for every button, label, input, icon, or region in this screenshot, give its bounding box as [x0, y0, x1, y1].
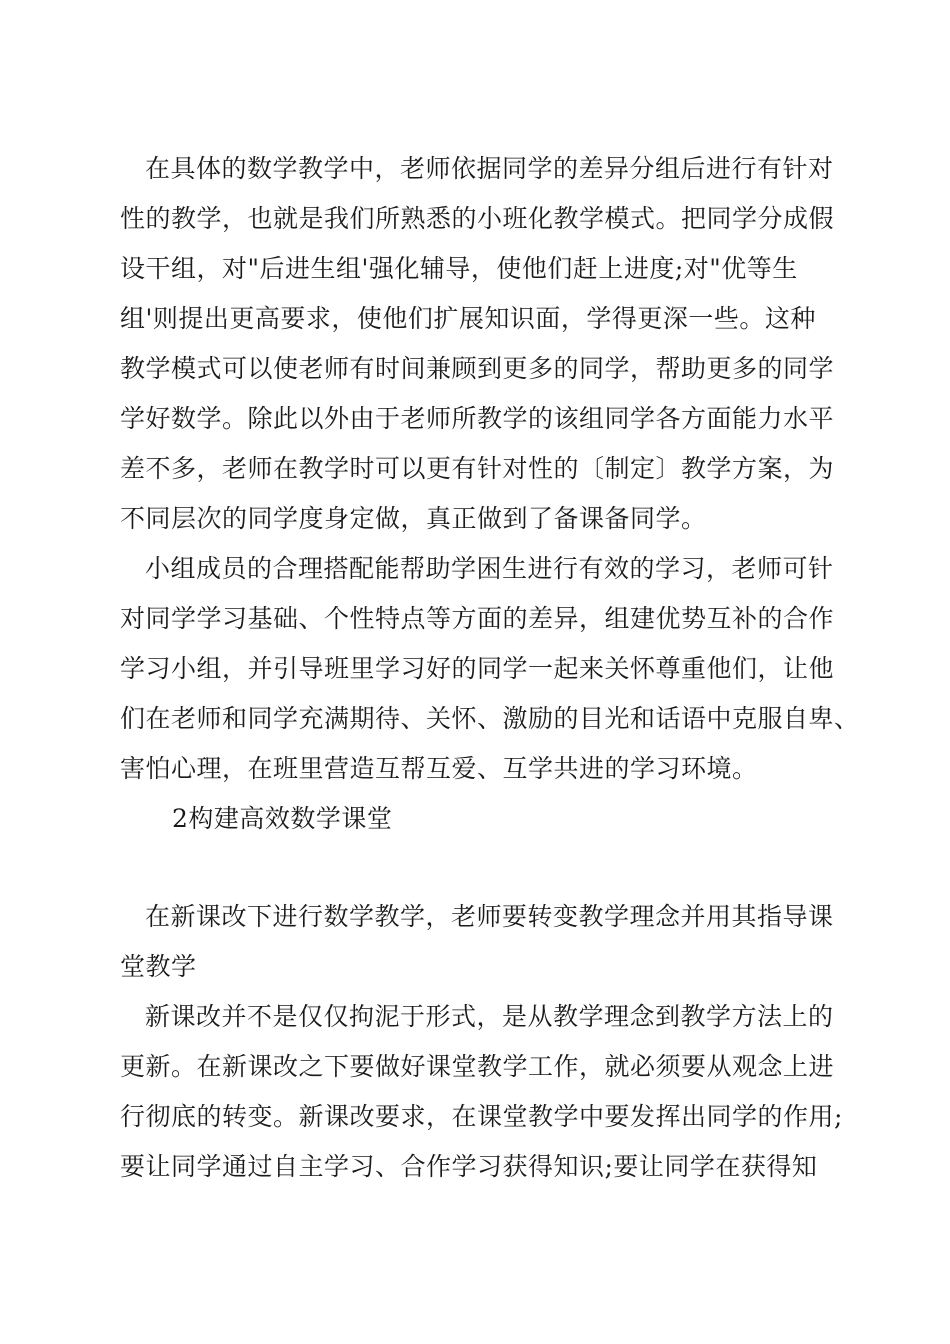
paragraph-2-line-1: 小组成员的合理搭配能帮助学困生进行有效的学习，老师可针 [145, 554, 834, 583]
paragraph-4-line-3: 行彻底的转变。新课改要求，在课堂教学中要发挥出同学的作用; [120, 1102, 843, 1131]
paragraph-1-line-1: 在具体的数学教学中，老师依据同学的差异分组后进行有针对 [145, 154, 834, 183]
paragraph-1-line-7: 差不多，老师在教学时可以更有针对性的〔制定〕教学方案，为 [120, 454, 835, 483]
section-heading: 2构建高效数学课堂 [172, 804, 393, 833]
paragraph-2-line-4: 们在老师和同学充满期待、关怀、激励的目光和话语中克服自卑、 [120, 704, 860, 733]
paragraph-1-line-5: 教学模式可以使老师有时间兼顾到更多的同学，帮助更多的同学 [120, 354, 835, 383]
paragraph-3-line-2: 堂教学 [120, 952, 197, 981]
paragraph-4-line-1: 新课改并不是仅仅拘泥于形式，是从教学理念到教学方法上的 [145, 1002, 834, 1031]
paragraph-4-line-2: 更新。在新课改之下要做好课堂教学工作，就必须要从观念上进 [120, 1052, 835, 1081]
paragraph-1-line-8: 不同层次的同学度身定做，真正做到了备课备同学。 [120, 504, 707, 533]
paragraph-3-line-1: 在新课改下进行数学教学，老师要转变教学理念并用其指导课 [145, 902, 834, 931]
paragraph-1-line-2: 性的教学，也就是我们所熟悉的小班化教学模式。把同学分成假 [120, 204, 835, 233]
paragraph-2-line-3: 学习小组，并引导班里学习好的同学一起来关怀尊重他们，让他 [120, 654, 835, 683]
paragraph-1-line-4: 组'则提出更高要求，使他们扩展知识面，学得更深一些。这种 [120, 304, 816, 333]
paragraph-1-line-3: 设干组，对"后进生组'强化辅导，使他们赶上进度;对"优等生 [120, 254, 798, 283]
paragraph-2-line-5: 害怕心理，在班里营造互帮互爱、互学共进的学习环境。 [120, 754, 758, 783]
paragraph-4-line-4: 要让同学通过自主学习、合作学习获得知识;要让同学在获得知 [120, 1152, 818, 1181]
paragraph-1-line-6: 学好数学。除此以外由于老师所教学的该组同学各方面能力水平 [120, 404, 835, 433]
paragraph-2-line-2: 对同学学习基础、个性特点等方面的差异，组建优势互补的合作 [120, 604, 835, 633]
